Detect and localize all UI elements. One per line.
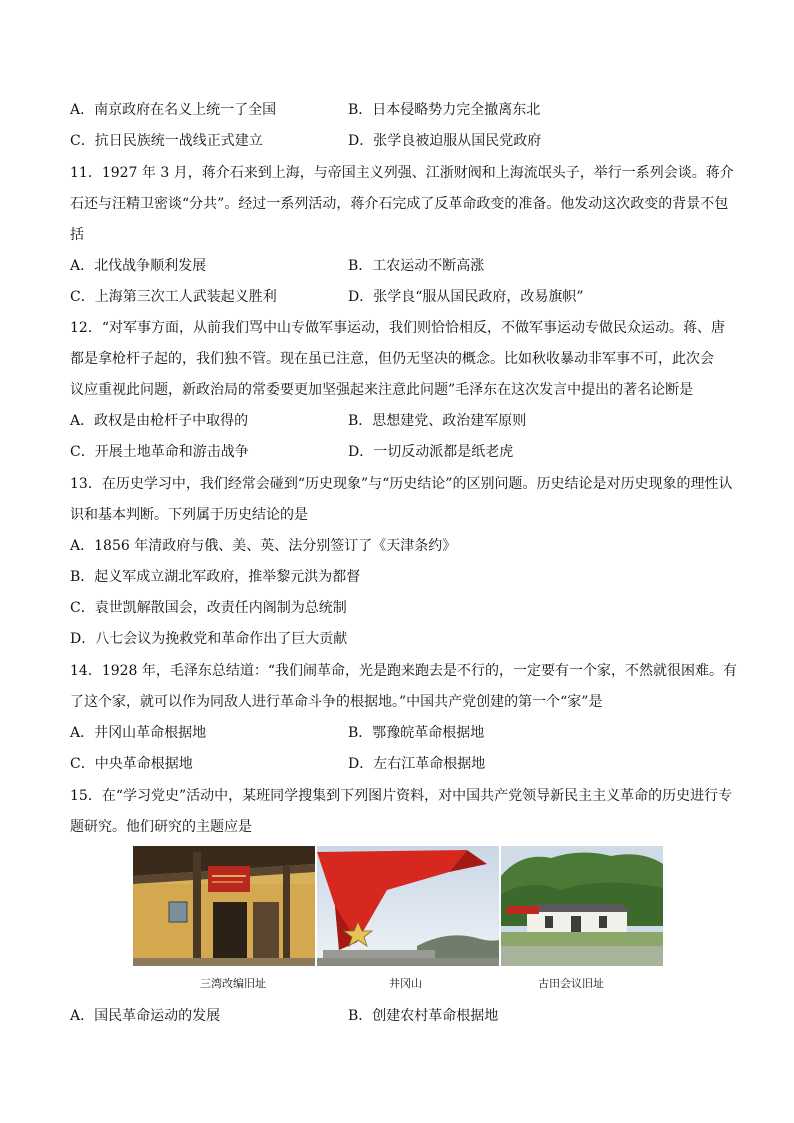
q12-stem-line-1: 12．“对军事方面，从前我们骂中山专做军事运动，我们则恰恰相反，不做军事运动专做民众运动。蒋、唐 bbox=[70, 320, 725, 336]
q11-stem-line-2: 石还与汪精卫密谈“分共”。经过一系列活动，蒋介石完成了反革命政变的准备。他发动这次政变的背景不包 bbox=[70, 196, 729, 212]
q10-option-d: D．张学良被迫服从国民党政府 bbox=[348, 133, 542, 149]
q12-option-b: B．思想建党、政治建军原则 bbox=[348, 413, 527, 429]
q14-stem-line-2: 了这个家，就可以作为同敌人进行革命斗争的根据地。”中国共产党创建的第一个“家”是 bbox=[70, 694, 603, 710]
q12-stem-line-2: 都是拿枪杆子起的，我们独不管。现在虽已注意，但仍无坚决的概念。比如秋收暴动非军事不可，此次会 bbox=[70, 351, 714, 367]
q15-stem-line-1: 15．在“学习党史”活动中，某班同学搜集到下列图片资料，对中国共产党领导新民主主义革命的历史进行专 bbox=[70, 788, 733, 804]
q11-option-b: B．工农运动不断高涨 bbox=[348, 258, 485, 274]
q10-option-b: B．日本侵略势力完全撤离东北 bbox=[348, 102, 541, 118]
q15-caption-1: 三湾改编旧址 bbox=[200, 977, 266, 990]
q13-option-b: B．起义军成立湖北军政府，推举黎元洪为都督 bbox=[70, 569, 361, 585]
q12-option-c: C．开展土地革命和游击战争 bbox=[70, 444, 249, 460]
q11-stem-line-1: 11．1927 年 3 月，蒋介石来到上海，与帝国主义列强、江浙财阀和上海流氓头子，举行一系列会谈。蒋介 bbox=[70, 165, 734, 181]
q14-option-b: B．鄂豫皖革命根据地 bbox=[348, 725, 485, 741]
q11-stem-line-3: 括 bbox=[70, 227, 84, 243]
q15-option-a: A．国民革命运动的发展 bbox=[70, 1008, 221, 1024]
q12-stem-line-3: 议应重视此问题，新政治局的常委要更加坚强起来注意此问题”毛泽东在这次发言中提出的著名论断是 bbox=[70, 382, 694, 398]
sanwan-site-photo bbox=[133, 846, 315, 966]
gutian-site-photo bbox=[501, 846, 663, 966]
q14-stem-line-1: 14．1928 年，毛泽东总结道：“我们闹革命，光是跑来跑去是不行的，一定要有一个家，不然就很困难。有 bbox=[70, 663, 738, 679]
q13-option-a: A．1856 年清政府与俄、美、英、法分别签订了《天津条约》 bbox=[70, 538, 457, 554]
q14-option-c: C．中央革命根据地 bbox=[70, 756, 193, 772]
q15-stem-line-2: 题研究。他们研究的主题应是 bbox=[70, 819, 252, 835]
q12-option-d: D．一切反动派都是纸老虎 bbox=[348, 444, 514, 460]
q11-option-d: D．张学良“服从国民政府，改易旗帜” bbox=[348, 289, 584, 305]
q15-caption-2: 井冈山 bbox=[389, 977, 422, 990]
q11-option-c: C．上海第三次工人武装起义胜利 bbox=[70, 289, 277, 305]
q13-option-c: C．袁世凯解散国会，改责任内阁制为总统制 bbox=[70, 600, 347, 616]
q11-option-a: A．北伐战争顺利发展 bbox=[70, 258, 207, 274]
q15-caption-3: 古田会议旧址 bbox=[538, 977, 604, 990]
q13-option-d: D．八七会议为挽救党和革命作出了巨大贡献 bbox=[70, 631, 348, 647]
q10-option-c: C．抗日民族统一战线正式建立 bbox=[70, 133, 263, 149]
q15-option-b: B．创建农村革命根据地 bbox=[348, 1008, 499, 1024]
q14-option-d: D．左右江革命根据地 bbox=[348, 756, 486, 772]
q10-option-a: A．南京政府在名义上统一了全国 bbox=[70, 102, 277, 118]
q13-stem-line-2: 识和基本判断。下列属于历史结论的是 bbox=[70, 507, 308, 523]
q15-photo-strip bbox=[133, 846, 663, 966]
jinggangshan-photo bbox=[317, 846, 499, 966]
q14-option-a: A．井冈山革命根据地 bbox=[70, 725, 207, 741]
q13-stem-line-1: 13．在历史学习中，我们经常会碰到“历史现象”与“历史结论”的区别问题。历史结论是对历史现象的理性认 bbox=[70, 476, 733, 492]
q12-option-a: A．政权是由枪杆子中取得的 bbox=[70, 413, 249, 429]
